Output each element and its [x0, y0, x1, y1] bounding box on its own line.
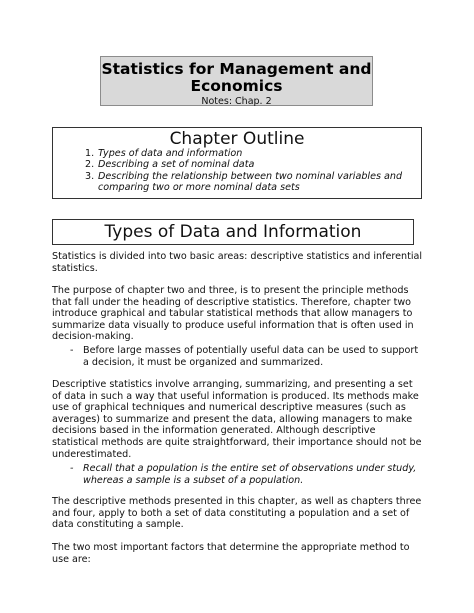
dash-list-item — [70, 345, 422, 368]
paragraph-methods: The descriptive methods presented in this chapter, as well as chapters three and four, apply to both a set of data constituting a population and a set of data constituting a sample. — [52, 496, 422, 531]
outline-item-text: Describing the relationship between two nominal variables and comparing two or more nominal data sets — [98, 170, 403, 194]
document-title: Statistics for Management and Economics — [101, 60, 372, 95]
document-title-box — [100, 56, 373, 106]
paragraph-descriptive: Descriptive statistics involve arranging, summarizing, and presenting a set of data in such a way that useful information is produced. Its methods make use of graphical techniques and numerical descriptive measures (such as averages) to summarize and present the data, allowing managers to make decisions based in the information generated. Although descriptive statistical methods are quite straightforward, their importance should not be underestimated. — [52, 379, 422, 460]
dash-marker: - — [70, 463, 74, 474]
outline-item-number: 1. — [85, 148, 95, 159]
paragraph-purpose: The purpose of chapter two and three, is to present the principle methods that fall under the heading of descriptive statistics. Therefore, chapter two introduce graphical and tabular statistical methods that allow managers to summarize data visually to produce useful information that is often used in decision-making. — [52, 285, 414, 343]
outline-item-text: Describing a set of nominal data — [98, 159, 255, 171]
outline-item — [85, 171, 417, 194]
outline-item-number: 2. — [85, 159, 95, 171]
document-subtitle: Notes: Chap. 2 — [201, 96, 272, 107]
paragraph-factors: The two most important factors that determine the appropriate method to use are: — [52, 542, 410, 565]
outline-item — [85, 148, 417, 159]
chapter-outline-list — [85, 148, 417, 194]
chapter-outline-box — [52, 127, 422, 199]
section-heading-box — [52, 219, 414, 245]
dash-list-item — [70, 463, 422, 486]
dash-item-text: Recall that a population is the entire set of observations under study, whereas a sample is a subset of a population. — [83, 463, 417, 486]
outline-item-number: 3. — [85, 170, 95, 182]
section-heading: Types of Data and Information — [104, 222, 362, 242]
dash-marker: - — [70, 345, 74, 356]
dash-item-text: Before large masses of potentially useful data can be used to support a decision, it must be organized and summarized. — [83, 345, 419, 368]
chapter-outline-heading: Chapter Outline — [169, 129, 305, 149]
outline-item — [85, 159, 417, 170]
paragraph-intro: Statistics is divided into two basic areas: descriptive statistics and inferential statistics. — [52, 251, 423, 274]
outline-item-text: Types of data and information — [98, 148, 243, 159]
